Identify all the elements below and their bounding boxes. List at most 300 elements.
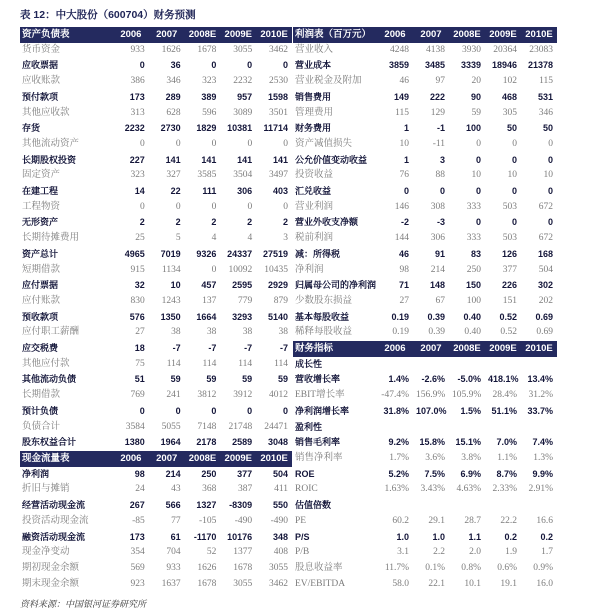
year-header: 2010E [260, 452, 288, 464]
row-value: 2.0 [469, 547, 481, 558]
row-value: 387 [237, 484, 253, 495]
row-value: 3.6% [425, 452, 445, 463]
table-row [293, 74, 557, 90]
row-value: 596 [202, 107, 217, 118]
section-header-row [293, 27, 557, 43]
row-label: 其他应收款 [22, 107, 70, 118]
row-value: 704 [166, 547, 181, 558]
row-value: 24 [135, 484, 145, 495]
row-value: -490 [234, 515, 253, 526]
row-value: -85 [132, 515, 145, 526]
row-value: 0 [211, 138, 217, 149]
category-row [293, 357, 557, 373]
row-value [413, 420, 449, 436]
row-value: 403 [272, 186, 288, 197]
row-label: 货币资金 [22, 44, 61, 55]
row-value: 0 [140, 138, 145, 149]
row-label: 销售费用 [295, 91, 332, 102]
row-value: 0 [247, 60, 253, 71]
row-value: 1327 [196, 500, 217, 511]
row-value: 88 [435, 170, 445, 181]
row-value: 1 [403, 154, 409, 165]
row-value: 50 [506, 123, 517, 134]
row-value: 10092 [228, 264, 253, 275]
row-value: 129 [430, 107, 445, 118]
row-label: 应交税费 [22, 343, 59, 354]
row-value [485, 357, 521, 373]
row-value: 1.4% [388, 374, 409, 385]
row-value: 115 [539, 76, 553, 87]
table-row [20, 372, 292, 388]
row-value: 10 [543, 170, 553, 181]
table-row [293, 451, 557, 467]
table-row [293, 121, 557, 137]
row-value: 10 [399, 138, 409, 149]
row-label: 长期待摊费用 [22, 233, 80, 244]
row-value: 3859 [388, 60, 409, 71]
row-value: -5.0% [457, 374, 481, 385]
row-value: 214 [165, 468, 181, 479]
row-value: 1377 [233, 547, 253, 558]
year-header: 2010E [525, 343, 553, 355]
table-row [293, 153, 557, 169]
row-value: 27 [135, 327, 145, 338]
row-value: 933 [130, 44, 145, 55]
row-value: -105 [198, 515, 217, 526]
row-value: 146 [394, 201, 409, 212]
row-value: 628 [166, 107, 181, 118]
row-value: 1664 [196, 311, 217, 322]
row-value: -7 [279, 343, 288, 354]
row-value: 10 [471, 170, 481, 181]
income-statement-and-ratios-table [293, 27, 557, 592]
row-value: 0 [283, 138, 288, 149]
table-row [20, 43, 292, 59]
row-value: 18 [134, 343, 145, 354]
row-value: 1243 [161, 295, 181, 306]
row-value: 18946 [491, 60, 517, 71]
row-value: 323 [202, 76, 217, 87]
row-label: 财务费用 [295, 123, 332, 134]
row-value: 98 [399, 264, 409, 275]
row-value: 50 [542, 123, 553, 134]
row-value: 0 [548, 138, 553, 149]
row-label: 经营活动现金流 [22, 500, 86, 511]
row-value: 4.63% [456, 484, 481, 495]
row-value: 2929 [267, 280, 288, 291]
table-row [20, 498, 292, 514]
row-label: 营业税金及附加 [295, 76, 362, 87]
row-value: 23083 [529, 44, 553, 55]
row-value: 31.2% [528, 390, 553, 401]
row-value: 323 [130, 170, 145, 181]
row-value: 0.69 [536, 327, 553, 338]
row-value: 3812 [197, 390, 217, 401]
category-row [293, 420, 557, 436]
row-value: 141 [237, 154, 253, 165]
row-label: 公允价值变动收益 [295, 154, 368, 165]
row-value: 0.52 [499, 311, 517, 322]
category-label: 盈利性 [295, 421, 323, 432]
year-header: 2006 [120, 29, 142, 40]
row-value: 2589 [232, 437, 253, 448]
row-value: 923 [130, 578, 145, 589]
row-value: 3048 [267, 437, 288, 448]
table-row [20, 310, 292, 326]
table-row [293, 168, 557, 184]
row-value: 0 [547, 217, 553, 228]
row-value: 28.4% [492, 390, 517, 401]
row-value: 386 [130, 76, 145, 87]
row-value: 5.2% [388, 468, 409, 479]
row-label: 工程物资 [22, 201, 61, 212]
row-label: 投资活动现金流 [22, 515, 89, 526]
row-value: 3055 [269, 562, 288, 573]
row-label: P/S [295, 531, 310, 542]
row-value: 10 [507, 170, 517, 181]
row-value: 10176 [227, 531, 253, 542]
row-value: 0 [283, 201, 288, 212]
row-value: 151 [502, 295, 517, 306]
row-value: 4965 [124, 248, 145, 259]
row-label: 应付职工薪酬 [22, 327, 80, 338]
table-row [293, 514, 557, 530]
year-header: 2006 [384, 29, 406, 40]
row-value: 306 [430, 233, 445, 244]
row-value: 19.1 [500, 578, 517, 589]
row-value [521, 420, 557, 436]
row-value: 5 [175, 233, 181, 244]
row-value: 32 [134, 280, 145, 291]
row-label: 稀释每股收益 [295, 327, 353, 338]
row-value: 22 [170, 186, 181, 197]
row-label: ROE [295, 468, 315, 479]
row-value: 9326 [196, 248, 217, 259]
row-value: 305 [502, 107, 517, 118]
row-value: 168 [537, 248, 553, 259]
row-label: 期末现金余额 [22, 578, 80, 589]
row-label: 税前利润 [295, 233, 334, 244]
row-value: 0.39 [428, 327, 445, 338]
table-row [20, 420, 292, 436]
row-value: 0 [247, 405, 253, 416]
row-value: 105.9% [452, 390, 482, 401]
table-row [20, 153, 292, 169]
row-value: 346 [538, 107, 553, 118]
balance-sheet-and-cashflow-table [20, 27, 292, 592]
table-row [20, 357, 292, 373]
section-header-row [20, 451, 292, 467]
row-value: 59 [170, 374, 181, 385]
row-value: 1964 [160, 437, 181, 448]
section-title: 利润表（百万元） [295, 29, 372, 40]
row-label: 长期借款 [22, 390, 61, 401]
row-value [449, 357, 485, 373]
row-value: 377 [237, 468, 253, 479]
row-value: 0 [211, 60, 217, 71]
row-value: 1678 [197, 44, 217, 55]
row-value: 3497 [269, 170, 288, 181]
table-row [20, 215, 292, 231]
row-value: 21748 [228, 421, 253, 432]
row-value: -8309 [229, 500, 253, 511]
row-value: 2 [247, 217, 253, 228]
row-value: 28.7 [464, 515, 481, 526]
row-value: 389 [201, 91, 217, 102]
row-value: 7.4% [532, 437, 553, 448]
row-value: 100 [465, 123, 481, 134]
row-value: 0.40 [463, 311, 481, 322]
row-value: 4138 [426, 44, 445, 55]
row-value: 1626 [197, 562, 217, 573]
row-value: 2730 [160, 123, 181, 134]
row-label: 短期借款 [22, 264, 61, 275]
row-value: 0.2 [504, 531, 517, 542]
row-value: 933 [166, 562, 181, 573]
row-value: -1170 [193, 531, 217, 542]
row-value: 0 [439, 186, 445, 197]
row-value: 418.1% [488, 374, 519, 385]
row-value: 0.40 [464, 327, 481, 338]
row-value: 3.8% [461, 452, 481, 463]
row-value: 173 [129, 531, 145, 542]
table-row [20, 137, 292, 153]
row-value: 2 [175, 217, 181, 228]
row-value: 377 [502, 264, 517, 275]
row-label: 营业收入 [295, 44, 334, 55]
row-value: 52 [206, 547, 217, 558]
row-label: 汇兑收益 [295, 186, 332, 197]
row-value: 368 [202, 484, 217, 495]
row-value: 2.33% [492, 484, 517, 495]
row-value: 114 [238, 358, 253, 369]
row-value: 0 [175, 201, 181, 212]
row-label: 投资收益 [295, 170, 334, 181]
row-value: 0.6% [497, 562, 517, 573]
right-table-body [293, 27, 557, 592]
row-value: -47.4% [381, 390, 409, 401]
row-value: 1.9 [505, 547, 517, 558]
table-row [293, 467, 557, 483]
row-label: PE [295, 515, 307, 526]
table-row [293, 435, 557, 451]
row-value: 3930 [462, 44, 481, 55]
row-value: 1380 [124, 437, 145, 448]
row-value: 38 [242, 327, 253, 338]
row-value: 1 [403, 123, 409, 134]
row-value: 91 [434, 248, 445, 259]
table-row [293, 482, 557, 498]
row-value: 0 [282, 405, 288, 416]
row-value: 226 [501, 280, 517, 291]
table-row [293, 388, 557, 404]
row-value: 7.5% [424, 468, 445, 479]
row-value: 5055 [161, 421, 181, 432]
row-value: 137 [202, 295, 217, 306]
row-label: 预付款项 [22, 91, 59, 102]
table-row [20, 74, 292, 90]
table-row [20, 184, 292, 200]
row-value: 148 [429, 280, 445, 291]
row-value: 3293 [232, 311, 253, 322]
row-value: 59 [242, 374, 253, 385]
row-value: 1678 [197, 578, 217, 589]
row-value: 16.0 [536, 578, 553, 589]
row-value: 59 [471, 107, 481, 118]
table-row [20, 530, 292, 546]
row-value: 10.1 [464, 578, 481, 589]
row-value: 67 [435, 295, 445, 306]
table-row [293, 530, 557, 546]
row-value: -3 [436, 217, 445, 228]
table-row [293, 372, 557, 388]
row-label: 在建工程 [22, 186, 59, 197]
row-value: -2 [400, 217, 409, 228]
row-value: 149 [393, 91, 409, 102]
row-value: 107.0% [416, 405, 447, 416]
row-value: 1.3% [533, 452, 553, 463]
row-value: 20 [471, 76, 481, 87]
section-header-row [20, 27, 292, 43]
row-value: 24337 [227, 248, 253, 259]
table-row [293, 278, 557, 294]
row-value: 13.4% [527, 374, 553, 385]
row-value: 289 [165, 91, 181, 102]
row-value: 59 [206, 374, 217, 385]
row-value: 1637 [161, 578, 181, 589]
row-value: 3 [439, 154, 445, 165]
row-label: 股息收益率 [295, 562, 343, 573]
row-value: 126 [501, 248, 517, 259]
row-value: 769 [130, 390, 145, 401]
table-row [20, 545, 292, 561]
row-label: 现金净变动 [22, 547, 70, 558]
row-value: 3504 [233, 170, 253, 181]
year-header: 2007 [156, 29, 178, 40]
table-row [20, 294, 292, 310]
row-value: 90 [470, 91, 481, 102]
row-value: -7 [244, 343, 253, 354]
table-row [20, 325, 292, 341]
row-label: 折旧与摊销 [22, 484, 70, 495]
table-row [20, 263, 292, 279]
row-value: 27 [399, 295, 409, 306]
table-row [20, 514, 292, 530]
row-value: 2 [139, 217, 145, 228]
row-value: 61 [170, 531, 181, 542]
row-value: 102 [502, 76, 517, 87]
year-header: 2009E [224, 29, 253, 40]
row-value: 7148 [197, 421, 217, 432]
table-row [293, 310, 557, 326]
row-value: 1.7 [541, 547, 553, 558]
row-label: 负债合计 [22, 421, 61, 432]
row-value: 15.1% [455, 437, 481, 448]
table-row [20, 58, 292, 74]
row-value: 3055 [233, 44, 253, 55]
row-label: 净利润 [22, 468, 50, 479]
row-value: 302 [537, 280, 553, 291]
row-value: 46 [398, 248, 409, 259]
row-value: 150 [465, 280, 481, 291]
row-value: 11714 [263, 123, 288, 134]
table-row [293, 43, 557, 59]
row-value: 0 [511, 154, 517, 165]
row-value: 327 [166, 170, 181, 181]
row-value: 9.2% [388, 437, 409, 448]
row-value: 250 [201, 468, 217, 479]
row-value [485, 498, 521, 514]
row-value: 77 [171, 515, 181, 526]
row-value: 2.91% [528, 484, 553, 495]
row-label: 预计负债 [22, 405, 59, 416]
row-label: 少数股东损益 [295, 295, 353, 306]
row-value: 5140 [267, 311, 288, 322]
row-value: 0 [511, 217, 517, 228]
row-value: 503 [502, 201, 517, 212]
row-value: 6.9% [460, 468, 481, 479]
row-value: 83 [470, 248, 481, 259]
row-value: 0 [140, 201, 145, 212]
row-value: 60.2 [392, 515, 409, 526]
table-row [20, 106, 292, 122]
table-row [20, 482, 292, 498]
section-title: 现金流量表 [22, 452, 70, 464]
table-row [293, 294, 557, 310]
row-value: 531 [537, 91, 553, 102]
row-value: 10 [170, 280, 181, 291]
row-value: 2178 [196, 437, 217, 448]
row-value: 411 [274, 484, 288, 495]
row-value: 214 [430, 264, 445, 275]
row-value: 346 [166, 76, 181, 87]
row-value: 36 [170, 60, 181, 71]
row-value: 2.2 [433, 547, 445, 558]
row-value: 3462 [269, 578, 288, 589]
row-value: 9.9% [532, 468, 553, 479]
row-value: 504 [272, 468, 288, 479]
row-value: 348 [272, 531, 288, 542]
table-row [293, 577, 557, 593]
row-value: -7 [172, 343, 181, 354]
row-value: 22.1 [428, 578, 445, 589]
row-value: 16.6 [536, 515, 553, 526]
row-value: 38 [171, 327, 181, 338]
row-value: 3.1 [397, 547, 409, 558]
row-value: 504 [538, 264, 553, 275]
row-value: 43 [171, 484, 181, 495]
row-value: 2 [282, 217, 288, 228]
row-value: 0.2 [540, 531, 553, 542]
table-row [20, 341, 292, 357]
table-row [293, 263, 557, 279]
row-value [521, 498, 557, 514]
row-label: 应收账款 [22, 76, 61, 87]
row-value [485, 420, 521, 436]
row-value: 408 [273, 547, 288, 558]
row-value: 1626 [161, 44, 181, 55]
row-value: 313 [130, 107, 145, 118]
section-header-row [293, 341, 557, 357]
left-table-body [20, 27, 292, 592]
row-value: 33.7% [527, 405, 553, 416]
table-row [20, 467, 292, 483]
page-title: 表 12：中大股份（600704）财务预测 [20, 9, 196, 21]
row-label: EV/EBITDA [295, 578, 346, 589]
row-value: 779 [237, 295, 253, 306]
row-value: 957 [237, 91, 253, 102]
row-value: 14 [134, 186, 145, 197]
